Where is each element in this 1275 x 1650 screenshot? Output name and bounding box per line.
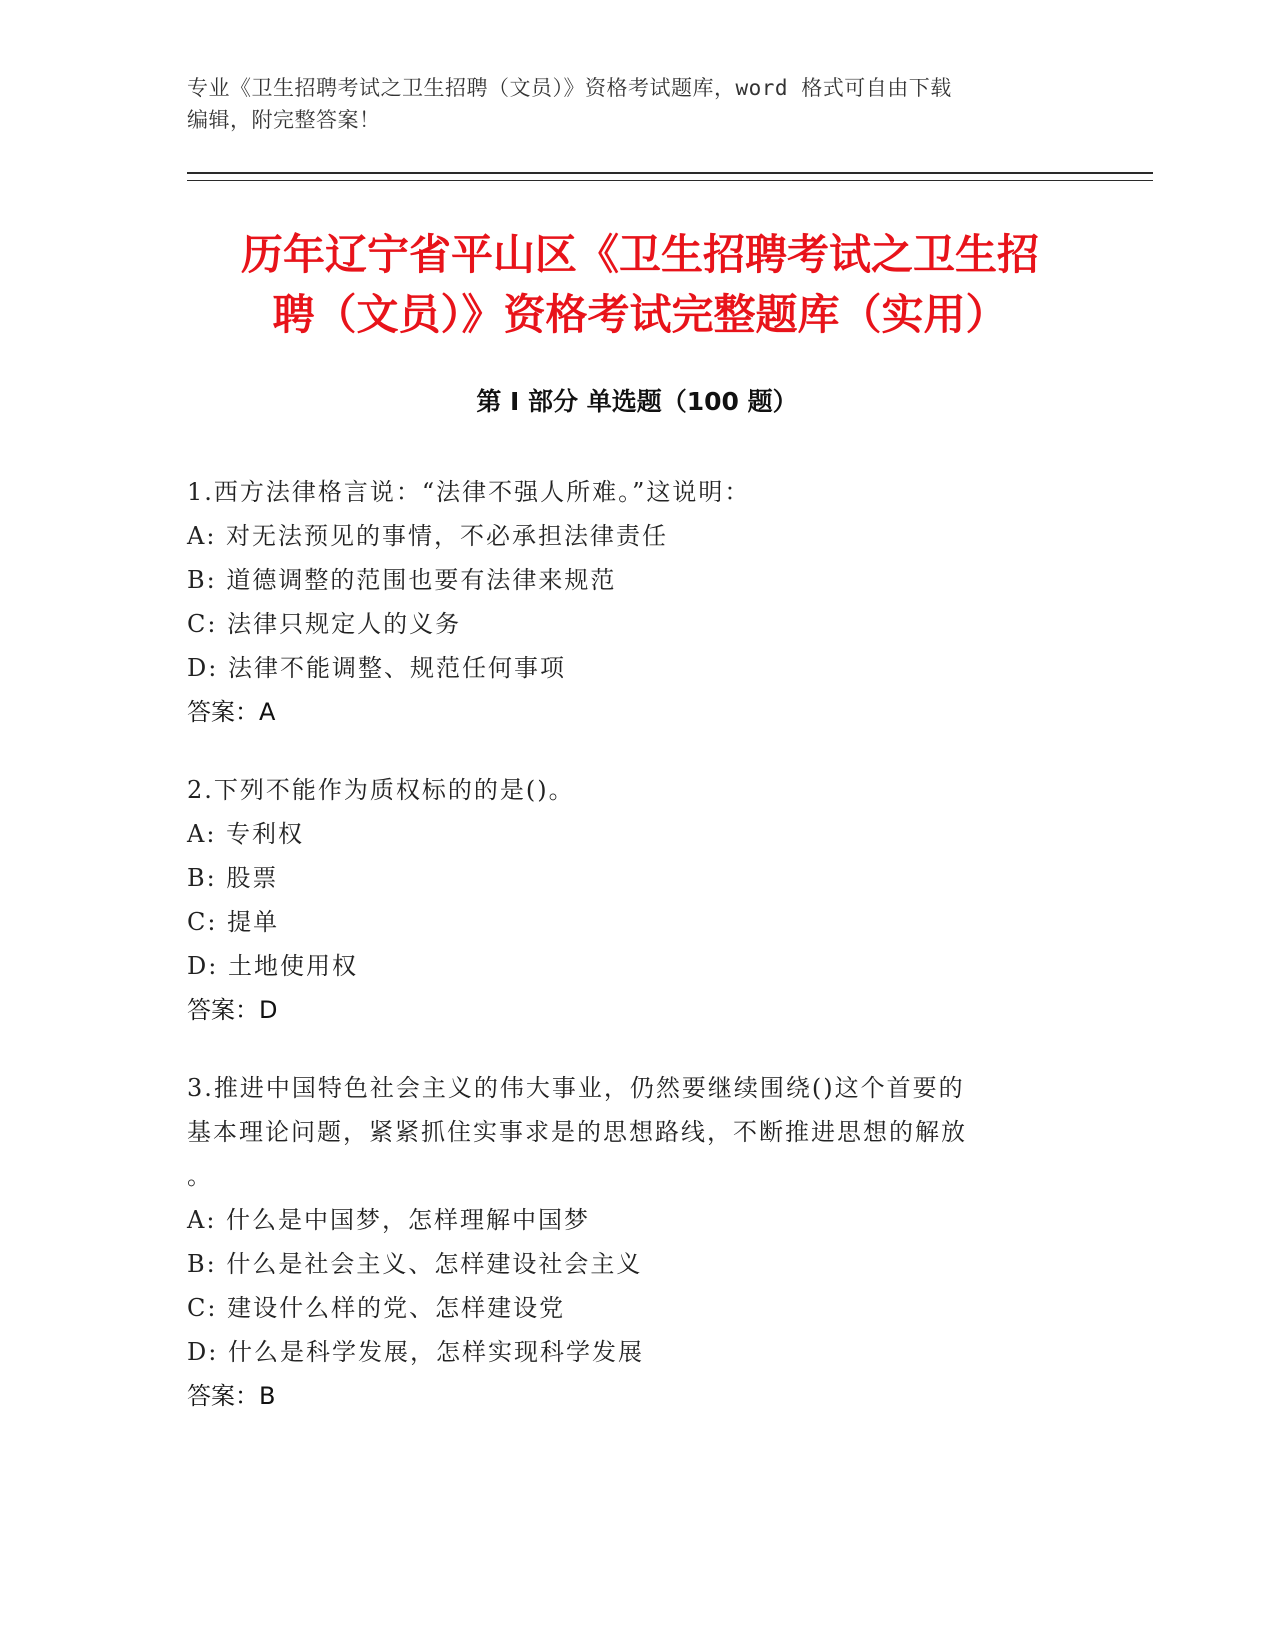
question-1 [187, 470, 1067, 734]
question-stem-line-1: 3.推进中国特色社会主义的伟大事业，仍然要继续围绕()这个首要的 [187, 1074, 965, 1102]
option-c: C: 提单 [187, 908, 280, 936]
question-stem-line-3: 。 [187, 1162, 213, 1190]
option-a: A: 专利权 [187, 820, 305, 848]
option-a: A: 什么是中国梦，怎样理解中国梦 [187, 1206, 591, 1234]
section-title: 第 I 部分 单选题（100 题） [476, 387, 798, 416]
document-title [190, 225, 1090, 345]
answer: 答案：A [187, 698, 276, 726]
option-d: D: 法律不能调整、规范任何事项 [187, 654, 566, 682]
question-stem: 2.下列不能作为质权标的的是()。 [187, 776, 575, 804]
document-title-line-1: 历年辽宁省平山区《卫生招聘考试之卫生招 [240, 230, 1039, 279]
option-c: C: 建设什么样的党、怎样建设党 [187, 1294, 566, 1322]
option-b: B: 道德调整的范围也要有法律来规范 [187, 566, 617, 594]
header-note-line-2: 编辑，附完整答案！ [187, 108, 381, 132]
answer: 答案：D [187, 996, 278, 1024]
header-rule-thin [187, 180, 1153, 181]
option-b: B: 股票 [187, 864, 279, 892]
question-stem: 1.西方法律格言说：“法律不强人所难。”这说明： [187, 478, 751, 506]
answer: 答案：B [187, 1382, 276, 1410]
option-a: A: 对无法预见的事情，不必承担法律责任 [187, 522, 669, 550]
option-c: C: 法律只规定人的义务 [187, 610, 462, 638]
header-note [187, 72, 1067, 136]
option-b: B: 什么是社会主义、怎样建设社会主义 [187, 1250, 643, 1278]
option-d: D: 什么是科学发展，怎样实现科学发展 [187, 1338, 644, 1366]
header-note-line-1: 专业《卫生招聘考试之卫生招聘（文员）》资格考试题库，word 格式可自由下载 [187, 76, 952, 100]
question-2 [187, 768, 1067, 1032]
header-rule-thick [187, 172, 1153, 174]
question-stem-line-2: 基本理论问题，紧紧抓住实事求是的思想路线，不断推进思想的解放 [187, 1118, 967, 1146]
document-title-line-2: 聘（文员）》资格考试完整题库（实用） [272, 290, 1008, 339]
question-3 [187, 1066, 1067, 1418]
option-d: D: 土地使用权 [187, 952, 358, 980]
question-list [187, 470, 1067, 1452]
